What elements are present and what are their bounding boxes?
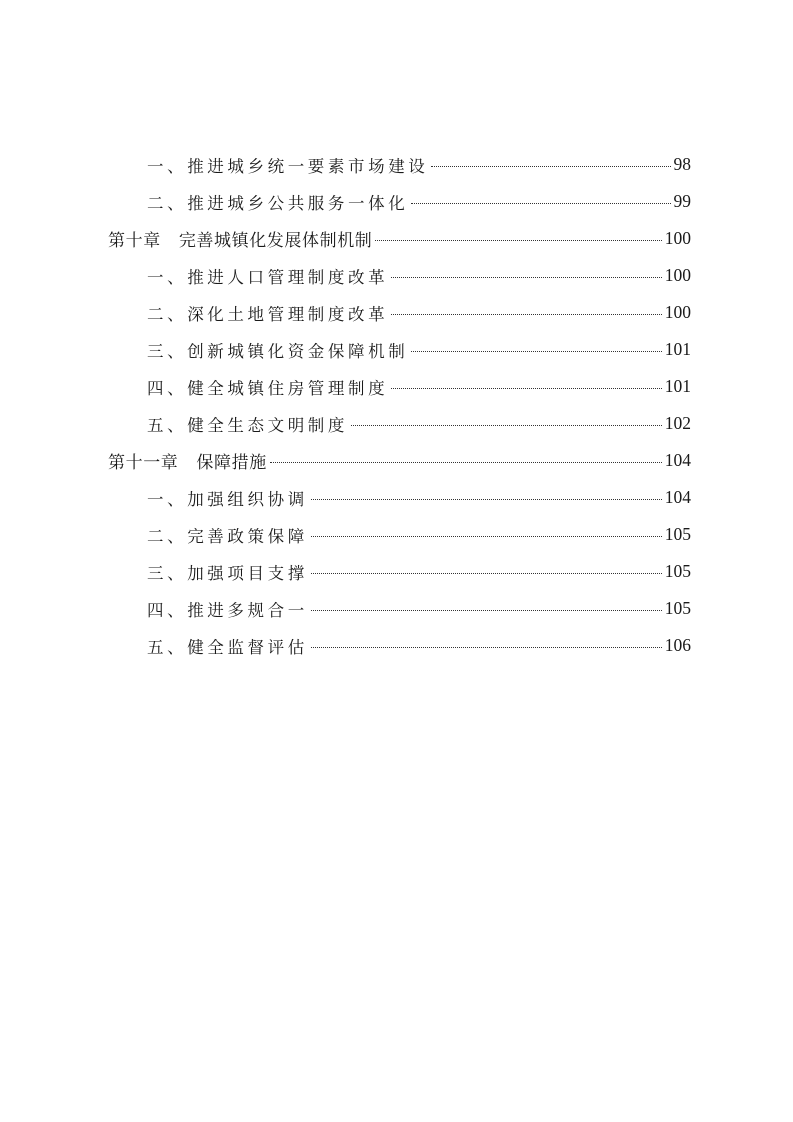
dot-leader (411, 202, 670, 204)
dot-leader (391, 387, 662, 389)
toc-section-title: 五、健全生态文明制度 (147, 415, 348, 435)
dot-leader (311, 646, 662, 648)
toc-chapter-item[interactable] (0, 442, 793, 479)
dot-leader (270, 461, 662, 463)
toc-entry-link[interactable] (147, 560, 793, 584)
toc-section-item[interactable] (0, 331, 793, 368)
toc-page-number: 100 (664, 302, 691, 322)
toc-entry-link[interactable] (147, 412, 793, 436)
dot-leader (311, 535, 662, 537)
toc-section-item[interactable] (0, 516, 793, 553)
dot-leader (311, 572, 662, 574)
toc-entry-link[interactable] (147, 375, 793, 399)
toc-section-item[interactable] (0, 368, 793, 405)
toc-section-title: 一、加强组织协调 (147, 489, 308, 509)
toc-section-item[interactable] (0, 405, 793, 442)
toc-section-title: 三、加强项目支撑 (147, 563, 308, 583)
toc-page-number: 101 (664, 376, 691, 396)
toc-entry-link[interactable] (147, 190, 793, 214)
toc-page-number: 104 (664, 487, 691, 507)
toc-entry-link[interactable] (108, 226, 793, 251)
toc-section-item[interactable] (0, 627, 793, 664)
toc-page-number: 99 (673, 191, 691, 211)
dot-leader (431, 165, 670, 167)
toc-chapter-title: 完善城镇化发展体制机制 (178, 231, 373, 251)
toc-page-number: 100 (664, 265, 691, 285)
toc-page-number: 105 (664, 598, 691, 618)
toc-entry-link[interactable] (147, 338, 793, 362)
toc-page-number: 105 (664, 524, 691, 544)
toc-section-title: 三、创新城镇化资金保障机制 (147, 341, 409, 361)
toc-section-item[interactable] (0, 553, 793, 590)
dot-leader (391, 313, 662, 315)
toc-section-item[interactable] (0, 183, 793, 220)
toc-page-number: 98 (673, 154, 691, 174)
dot-leader (391, 276, 662, 278)
dot-leader (311, 498, 662, 500)
toc-page-number: 102 (664, 413, 691, 433)
dot-leader (375, 239, 661, 241)
dot-leader (311, 609, 662, 611)
toc-section-item[interactable] (0, 257, 793, 294)
toc-page-number: 101 (664, 339, 691, 359)
toc-section-title: 四、推进多规合一 (147, 600, 308, 620)
toc-section-item[interactable] (0, 146, 793, 183)
toc-page-number: 100 (664, 228, 691, 248)
toc-section-title: 二、深化土地管理制度改革 (147, 304, 389, 324)
dot-leader (411, 350, 661, 352)
toc-entry-link[interactable] (147, 264, 793, 288)
toc-section-item[interactable] (0, 294, 793, 331)
toc-page-number: 105 (664, 561, 691, 581)
toc-section-title: 四、健全城镇住房管理制度 (147, 378, 389, 398)
toc-chapter-number: 第十一章 (108, 453, 179, 473)
toc-entry-link[interactable] (147, 301, 793, 325)
toc-entry-link[interactable] (147, 153, 793, 177)
toc-section-item[interactable] (0, 479, 793, 516)
toc-entry-link[interactable] (147, 634, 793, 658)
toc-chapter-title: 保障措施 (196, 453, 267, 473)
toc-chapter-item[interactable] (0, 220, 793, 257)
toc-section-item[interactable] (0, 590, 793, 627)
toc-section-title: 一、推进人口管理制度改革 (147, 267, 389, 287)
toc-section-title: 二、完善政策保障 (147, 526, 308, 546)
toc-entry-link[interactable] (147, 523, 793, 547)
toc-chapter-number: 第十章 (108, 231, 161, 251)
toc-entry-link[interactable] (108, 448, 793, 473)
toc-entry-link[interactable] (147, 597, 793, 621)
toc-entry-link[interactable] (147, 486, 793, 510)
table-of-contents (0, 146, 793, 664)
toc-section-title: 一、推进城乡统一要素市场建设 (147, 156, 429, 176)
toc-page-number: 104 (664, 450, 691, 470)
toc-page-number: 106 (664, 635, 691, 655)
dot-leader (351, 424, 662, 426)
toc-section-title: 二、推进城乡公共服务一体化 (147, 193, 409, 213)
toc-section-title: 五、健全监督评估 (147, 637, 308, 657)
